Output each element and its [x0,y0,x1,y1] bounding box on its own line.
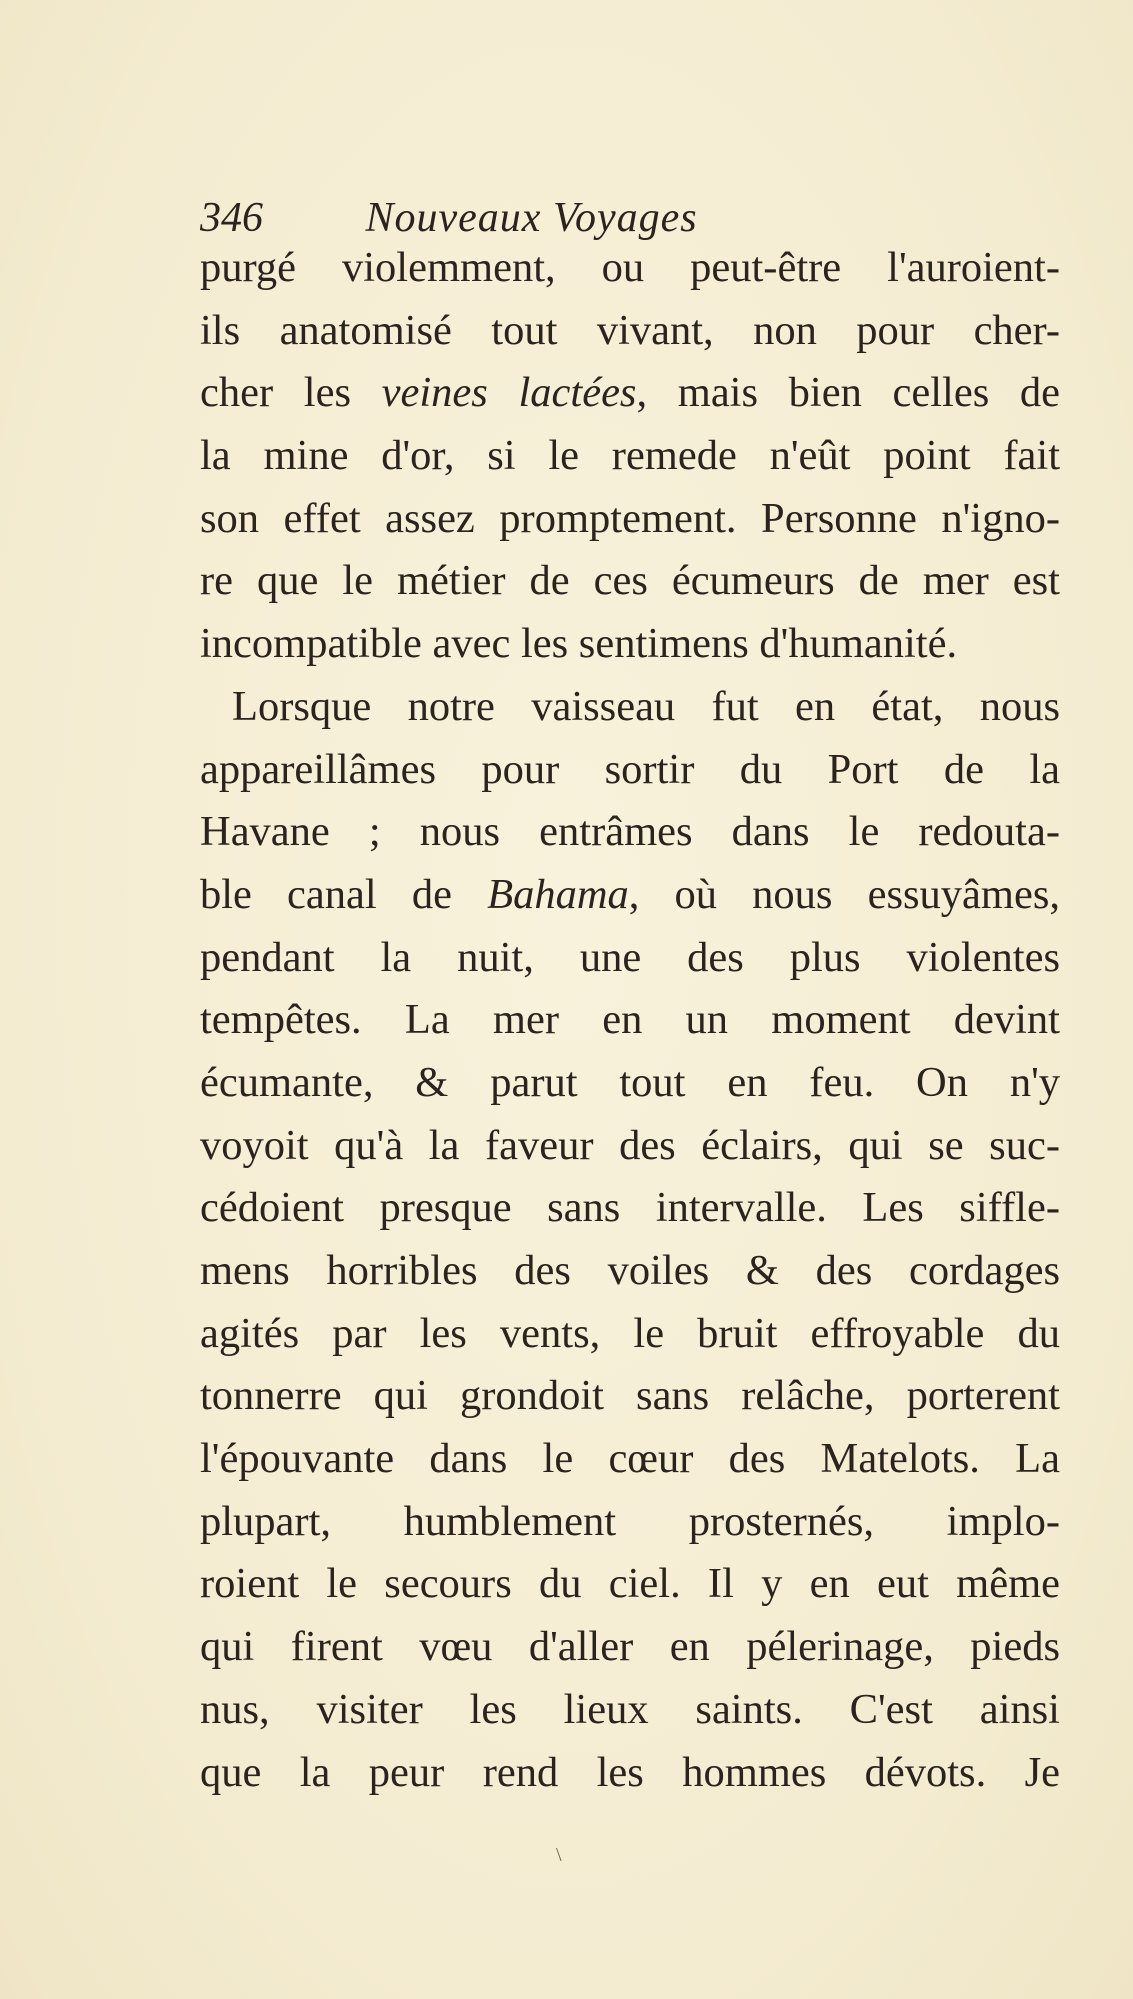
text-line: agités par les vents, le bruit effroyable du [200,1309,1060,1357]
text-line: tonnerre qui grondoit sans relâche, porterent [200,1372,1060,1420]
text-line: que la peur rend les hommes dévots. Je [200,1748,1060,1796]
text-line: écumante, & parut tout en feu. On n'y [200,1058,1060,1106]
italic-place-name: Bahama [487,870,629,918]
text-line: pendant la nuit, une des plus violentes [200,933,1060,981]
text-line: purgé violemment, ou peut-être l'auroient- [200,244,1060,291]
text-line: ils anatomisé tout vivant, non pour cher- [200,306,1060,354]
text-line: Havane ; nous entrâmes dans le redouta- [200,808,1060,856]
text-line: Lorsque notre vaisseau fut en état, nous [232,682,1060,730]
text-line: qui firent vœu d'aller en pélerinage, pieds [200,1623,1060,1671]
text-line: la mine d'or, si le remede n'eût point fait [200,432,1060,480]
running-title: Nouveaux Voyages [365,195,698,241]
text-line: voyoit qu'à la faveur des éclairs, qui se suc- [200,1121,1060,1169]
italic-term: veines lactées [381,369,637,417]
text-line: son effet assez promptement. Personne n'igno- [200,494,1060,542]
text-line: nus, visiter les lieux saints. C'est ainsi [200,1685,1060,1733]
text-line: incompatible avec les sentimens d'humanité. [200,620,958,668]
text-line: re que le métier de ces écumeurs de mer est [200,557,1060,605]
body-text [200,237,1060,1804]
text-line: cédoient presque sans intervalle. Les siffle- [200,1184,1060,1232]
text-line: cher les veines lactées, mais bien celles de [200,369,1060,417]
printer-mark: \ [556,1844,562,1866]
text-line: plupart, humblement prosternés, implo- [200,1497,1060,1545]
text-line: l'épouvante dans le cœur des Matelots. La [200,1435,1060,1483]
text-line: ble canal de Bahama, où nous essuyâmes, [200,870,1060,918]
text-line: mens horribles des voiles & des cordages [200,1247,1060,1294]
text-line: roient le secours du ciel. Il y en eut même [200,1560,1060,1608]
page-number: 346 [200,195,263,241]
text-line: tempêtes. La mer en un moment devint [200,996,1060,1044]
text-line: appareillâmes pour sortir du Port de la [200,745,1060,793]
